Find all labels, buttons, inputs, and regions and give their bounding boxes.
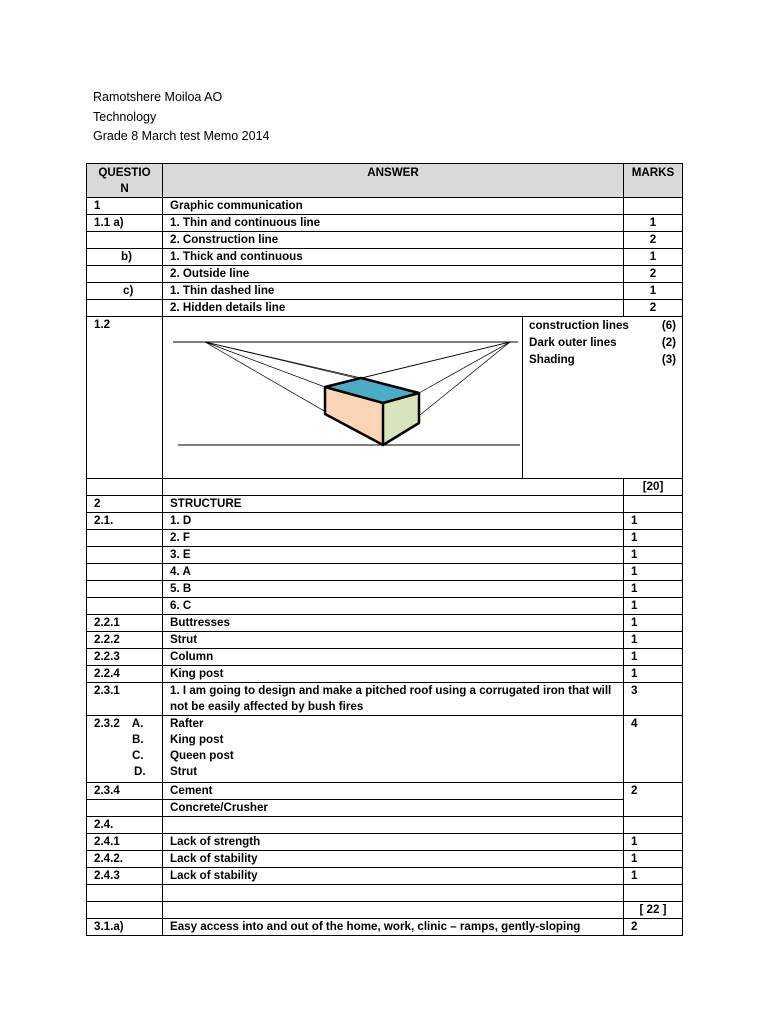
- table-row: [87, 513, 683, 530]
- answer-text: 2. F: [163, 530, 624, 547]
- marks-value: [624, 817, 683, 834]
- question-number: 1: [87, 198, 163, 215]
- marks-value: 1: [624, 649, 683, 666]
- table-row: [87, 232, 683, 249]
- table-header-row: [87, 164, 683, 198]
- question-number: 2: [87, 496, 163, 513]
- question-number: 2.1.: [87, 513, 163, 530]
- table-row: [87, 564, 683, 581]
- answer-text: Lack of stability: [163, 851, 624, 868]
- marks-value: 1: [624, 547, 683, 564]
- question-number: 2.3.4: [87, 783, 163, 800]
- section-total: [ 22 ]: [624, 902, 683, 919]
- answer-text: Buttresses: [163, 615, 624, 632]
- question-number: 2.2.3: [87, 649, 163, 666]
- table-row-total: [87, 902, 683, 919]
- table-row: [87, 851, 683, 868]
- perspective-box-svg: [163, 317, 522, 478]
- question-number: [87, 232, 163, 249]
- table-row: [87, 868, 683, 885]
- answer-column-header: ANSWER: [163, 164, 624, 198]
- table-row-total: [87, 479, 683, 496]
- school-name: Ramotshere Moiloa AO: [93, 90, 223, 104]
- marks-value: 4: [624, 716, 683, 783]
- memo-table: [86, 163, 683, 936]
- answer-text: 1. Thin and continuous line: [163, 215, 624, 232]
- question-number: b): [87, 249, 163, 266]
- marks-value: 2: [624, 232, 683, 249]
- answer-text: 6. C: [163, 598, 624, 615]
- question-number: 2.2.1: [87, 615, 163, 632]
- marks-value: 1: [624, 834, 683, 851]
- question-column-header: QUESTIO N: [87, 164, 163, 198]
- answer-text: Column: [163, 649, 624, 666]
- answer-text: 3. E: [163, 547, 624, 564]
- marks-value: 2: [624, 783, 683, 817]
- answer-text: 2. Hidden details line: [163, 300, 624, 317]
- table-row: [87, 783, 683, 800]
- answer-text: 1. Thin dashed line: [163, 283, 624, 300]
- marks-value: 1: [624, 581, 683, 598]
- question-number: [87, 598, 163, 615]
- marks-value: 2: [624, 919, 683, 936]
- document-header: [93, 88, 269, 147]
- table-row: [87, 598, 683, 615]
- table-row: [87, 800, 683, 817]
- question-number: c): [87, 283, 163, 300]
- table-row: [87, 649, 683, 666]
- table-row: [87, 581, 683, 598]
- question-number: [87, 581, 163, 598]
- table-row: [87, 919, 683, 936]
- table-row: [87, 215, 683, 232]
- answer-text: Cement: [163, 783, 624, 800]
- answer-text: Strut: [163, 632, 624, 649]
- marks-line: construction lines (6): [529, 319, 676, 332]
- marks-value: 1: [624, 598, 683, 615]
- marks-value: 1: [624, 851, 683, 868]
- answer-text: Graphic communication: [163, 198, 624, 215]
- table-row: [87, 300, 683, 317]
- table-row: [87, 666, 683, 683]
- table-row-empty: [87, 885, 683, 902]
- question-number: [87, 564, 163, 581]
- marks-column-header: MARKS: [624, 164, 683, 198]
- question-number: [87, 547, 163, 564]
- subject-name: Technology: [93, 109, 157, 124]
- answer-text: 5. B: [163, 581, 624, 598]
- answer-list: Rafter King post Queen post Strut: [163, 716, 624, 783]
- answer-text: Lack of stability: [163, 868, 624, 885]
- question-number: 2.4.2.: [87, 851, 163, 868]
- answer-text: 1. D: [163, 513, 624, 530]
- table-row: [87, 834, 683, 851]
- marks-value: 1: [624, 249, 683, 266]
- table-row: [87, 530, 683, 547]
- marks-value: 1: [624, 666, 683, 683]
- question-number: 3.1.a): [87, 919, 163, 936]
- marks-value: 1: [624, 513, 683, 530]
- table-row: [87, 283, 683, 300]
- table-row: [87, 683, 683, 716]
- question-number: [87, 530, 163, 547]
- marks-value: [624, 496, 683, 513]
- table-row: [87, 547, 683, 564]
- table-row: [87, 198, 683, 215]
- answer-text: [163, 817, 624, 834]
- question-number-with-labels: 2.3.2 A. B. C. D.: [87, 716, 163, 783]
- marks-value: 2: [624, 300, 683, 317]
- answer-text: Lack of strength: [163, 834, 624, 851]
- drawing-marks-breakdown: [523, 317, 682, 478]
- table-row: [87, 817, 683, 834]
- table-row-drawing: [87, 317, 683, 479]
- test-title: Grade 8 March test Memo 2014: [93, 129, 270, 143]
- answer-text: 1. I am going to design and make a pitched roof using a corrugated iron that will not be easily affected by bush fires: [163, 683, 624, 716]
- table-row: [87, 266, 683, 283]
- table-row: [87, 716, 683, 783]
- question-number: 2.4.: [87, 817, 163, 834]
- table-row: [87, 249, 683, 266]
- table-row: [87, 496, 683, 513]
- marks-value: [624, 198, 683, 215]
- question-number: [87, 266, 163, 283]
- answer-text: Concrete/Crusher: [163, 800, 624, 817]
- question-number: [87, 300, 163, 317]
- marks-value: 1: [624, 615, 683, 632]
- answer-text: King post: [163, 666, 624, 683]
- answer-text: 2. Outside line: [163, 266, 624, 283]
- table-row: [87, 615, 683, 632]
- table-row: [87, 632, 683, 649]
- marks-line: Shading (3): [529, 353, 676, 366]
- two-point-perspective-drawing: [163, 317, 523, 478]
- question-number: 2.3.1: [87, 683, 163, 716]
- question-number: 1.2: [87, 317, 163, 479]
- question-number: 2.2.4: [87, 666, 163, 683]
- marks-value: 1: [624, 283, 683, 300]
- question-number: 2.4.1: [87, 834, 163, 851]
- question-number: 2.2.2: [87, 632, 163, 649]
- question-number: 1.1 a): [87, 215, 163, 232]
- answer-text: 1. Thick and continuous: [163, 249, 624, 266]
- marks-value: 3: [624, 683, 683, 716]
- marks-value: 2: [624, 266, 683, 283]
- answer-text: 2. Construction line: [163, 232, 624, 249]
- marks-value: 1: [624, 868, 683, 885]
- marks-value: 1: [624, 530, 683, 547]
- marks-value: 1: [624, 632, 683, 649]
- answer-text: Easy access into and out of the home, work, clinic – ramps, gently-sloping: [163, 919, 624, 936]
- drawing-cell: [163, 317, 683, 479]
- answer-text: 4. A: [163, 564, 624, 581]
- marks-line: Dark outer lines (2): [529, 336, 676, 349]
- question-number: 2.4.3: [87, 868, 163, 885]
- section-total: [20]: [624, 479, 683, 496]
- answer-text: STRUCTURE: [163, 496, 624, 513]
- marks-value: 1: [624, 564, 683, 581]
- marks-value: 1: [624, 215, 683, 232]
